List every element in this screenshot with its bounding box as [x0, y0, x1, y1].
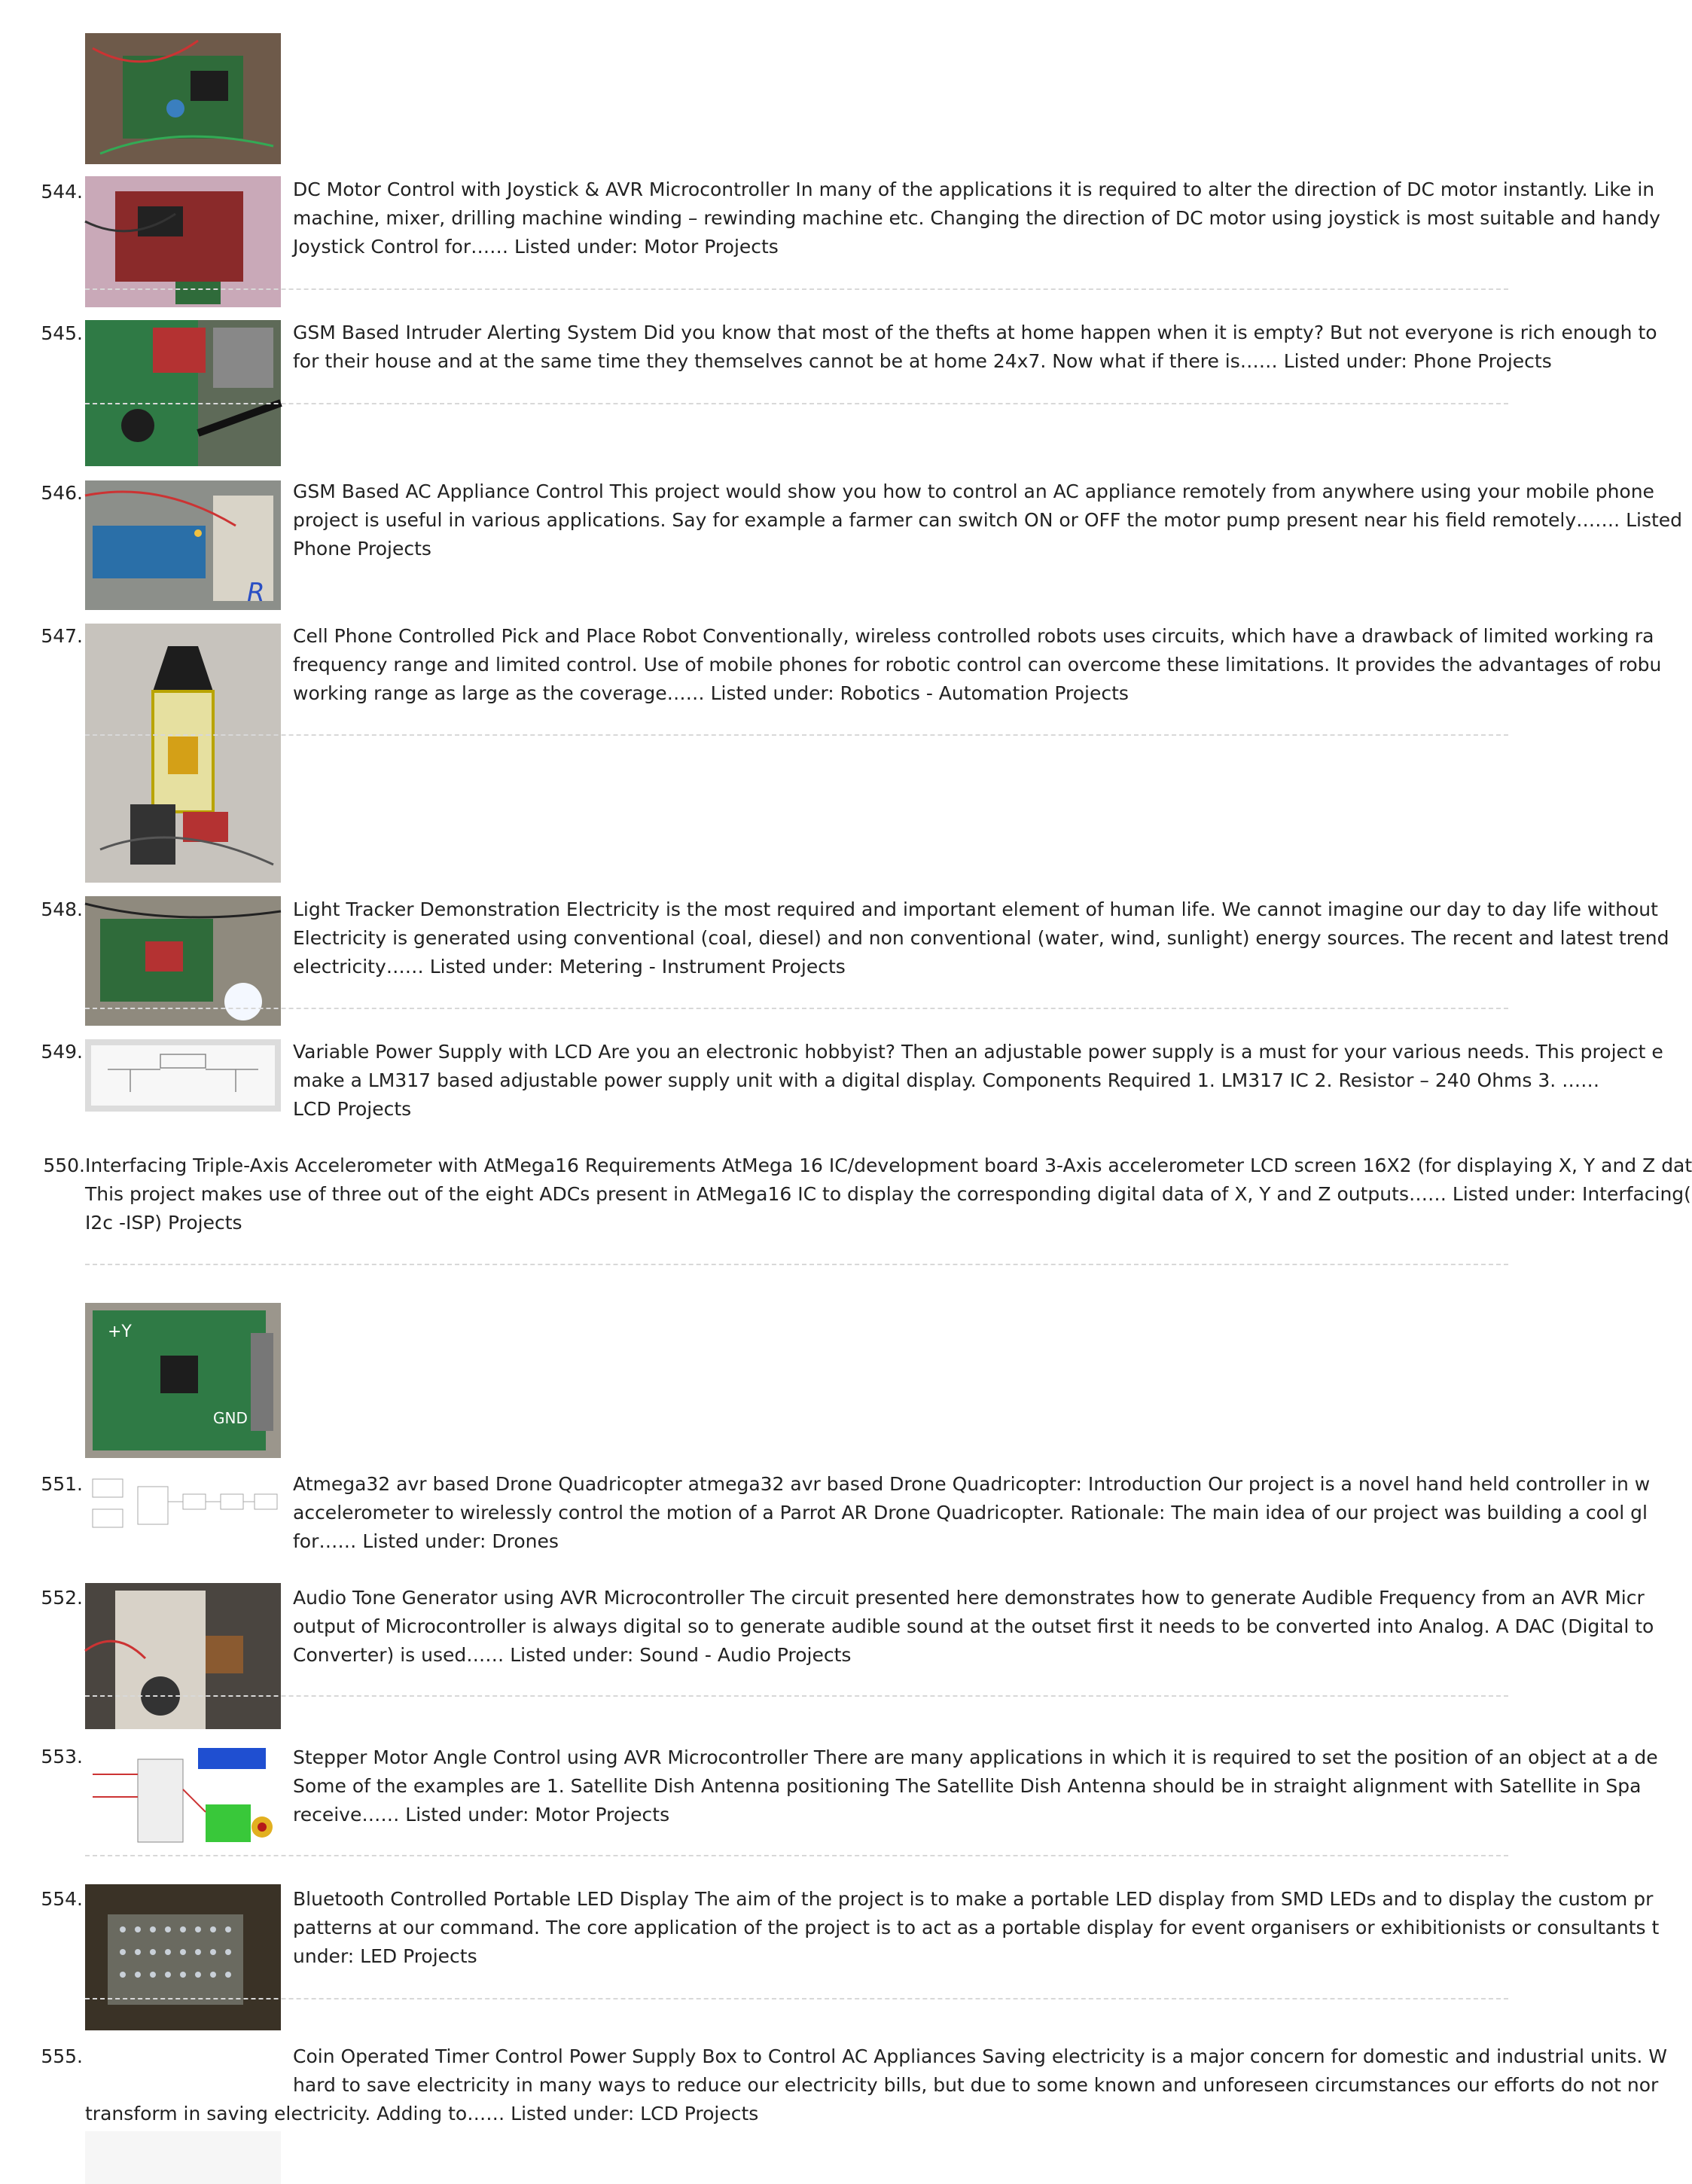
svg-text:+Y: +Y	[108, 1322, 132, 1341]
item-number: 549.	[41, 1041, 83, 1063]
svg-text:R: R	[247, 578, 265, 608]
project-thumbnail[interactable]	[85, 176, 281, 307]
separator	[85, 288, 1508, 290]
project-thumbnail[interactable]	[85, 624, 281, 883]
item-number: 545.	[41, 322, 83, 344]
project-thumbnail[interactable]	[85, 480, 281, 610]
project-description[interactable]: Coin Operated Timer Control Power Supply Box to Control AC Appliances Saving electricity is a major concern for domestic and industrial units. W hard to save electricity in many ways to reduce our electricity bills, but due to some known and unforeseen circumstances our efforts do not nor transform in saving electricity. Adding to…… Listed under: LCD Projects	[85, 2045, 1668, 2125]
project-description[interactable]: Variable Power Supply with LCD Are you an electronic hobbyist? Then an adjustable power supply is a must for your various needs. This project e make a LM317 based adjustable power supply unit with a digital display. Components Required 1. LM317 IC 2. Resistor – 240 Ohms 3. …… LCD Projects	[293, 1041, 1663, 1120]
project-description[interactable]: Light Tracker Demonstration Electricity is the most required and important element of human life. We cannot imagine our day to day life without Electricity is generated using conventional (coal, diesel) and non conventional (water, wind, sunlight) energy sources. The recent and latest trend electricity…… Listed under: Metering - Instrument Projects	[293, 898, 1669, 978]
project-thumbnail[interactable]	[85, 1303, 281, 1458]
item-number: 547.	[41, 625, 83, 647]
separator	[85, 1998, 1508, 1999]
project-description[interactable]: Cell Phone Controlled Pick and Place Robot Conventionally, wireless controlled robots uses circuits, which have a drawback of limited working ra frequency range and limited control. Use of mobile phones for robotic control can overcome these limitations. It provides the advantages of robu working range as large as the coverage…… Listed under: Robotics - Automation Projects	[293, 625, 1662, 704]
item-number: 548.	[41, 898, 83, 920]
separator	[85, 1008, 1508, 1009]
project-thumbnail[interactable]	[85, 1884, 281, 2030]
project-description[interactable]: GSM Based AC Appliance Control This project would show you how to control an AC appliance remotely from anywhere using your mobile phone project is useful in various applications. Say for example a farmer can switch ON or OFF the motor pump present near his field remotely……. Listed Phone Projects	[293, 480, 1683, 560]
item-number: 550.	[43, 1155, 85, 1176]
project-description[interactable]: 550.Interfacing Triple-Axis Accelerometer with AtMega16 Requirements AtMega 16 IC/development board 3-Axis accelerometer LCD screen 16X2 (for displaying X, Y and Z dat This project makes use of three out of the eight ADCs present in AtMega16 IC to display the corresponding digital data of X, Y and Z outputs…… Listed under: Interfacing( I2c -ISP) Projects	[0, 1151, 1692, 1237]
project-thumbnail[interactable]	[85, 33, 281, 164]
project-description[interactable]: Bluetooth Controlled Portable LED Display The aim of the project is to make a portable LED display from SMD LEDs and to display the custom pr patterns at our command. The core application of the project is to act as a portable display for event organisers or exhibitionists or consultants t under: LED Projects	[293, 1888, 1660, 1967]
item-number: 544.	[41, 181, 83, 203]
separator	[85, 403, 1508, 404]
project-thumbnail[interactable]	[85, 1744, 281, 1860]
item-number: 555.	[41, 2045, 83, 2067]
separator	[85, 734, 1508, 736]
separator	[85, 1855, 1508, 1856]
project-description[interactable]: Stepper Motor Angle Control using AVR Microcontroller There are many applications in which it is required to set the position of an object at a de Some of the examples are 1. Satellite Dish Antenna positioning The Satellite Dish Antenna should be in straight alignment with Satellite in Spa receive…… Listed under: Motor Projects	[293, 1746, 1658, 1826]
project-thumbnail[interactable]	[85, 896, 281, 1026]
project-thumbnail[interactable]	[85, 2131, 281, 2184]
project-description[interactable]: DC Motor Control with Joystick & AVR Microcontroller In many of the applications it is required to alter the direction of DC motor instantly. Like in machine, mixer, drilling machine winding – rewinding machine etc. Changing the direction of DC motor using joystick is most suitable and handy Joystick Control for…… Listed under: Motor Projects	[293, 178, 1660, 258]
project-thumbnail[interactable]	[85, 1472, 281, 1544]
project-description[interactable]: Audio Tone Generator using AVR Microcontroller The circuit presented here demonstrates how to generate Audible Frequency from an AVR Micr output of Microcontroller is always digital so to generate audible sound at the outset first it needs to be converted into Analog. A DAC (Digital to Converter) is used…… Listed under: Sound - Audio Projects	[293, 1587, 1654, 1666]
project-description[interactable]: GSM Based Intruder Alerting System Did you know that most of the thefts at home happen when it is empty? But not everyone is rich enough to for their house and at the same time they themselves cannot be at home 24x7. Now what if there is…… Listed under: Phone Projects	[293, 322, 1657, 372]
item-number: 552.	[41, 1587, 83, 1609]
separator	[85, 1695, 1508, 1697]
item-number: 546.	[41, 482, 83, 504]
project-thumbnail[interactable]	[85, 1039, 281, 1112]
project-thumbnail[interactable]	[85, 1583, 281, 1729]
project-thumbnail[interactable]	[85, 320, 281, 466]
item-number: 551.	[41, 1473, 83, 1495]
item-number: 554.	[41, 1888, 83, 1910]
project-description[interactable]: Atmega32 avr based Drone Quadricopter atmega32 avr based Drone Quadricopter: Introduction Our project is a novel hand held controller in w accelerometer to wirelessly control the motion of a Parrot AR Drone Quadricopter. Rationale: The main idea of our project was building a cool gl for…… Listed under: Drones	[293, 1473, 1651, 1552]
separator	[85, 1264, 1508, 1265]
svg-text:GND: GND	[213, 1409, 248, 1427]
item-number: 553.	[41, 1746, 83, 1768]
